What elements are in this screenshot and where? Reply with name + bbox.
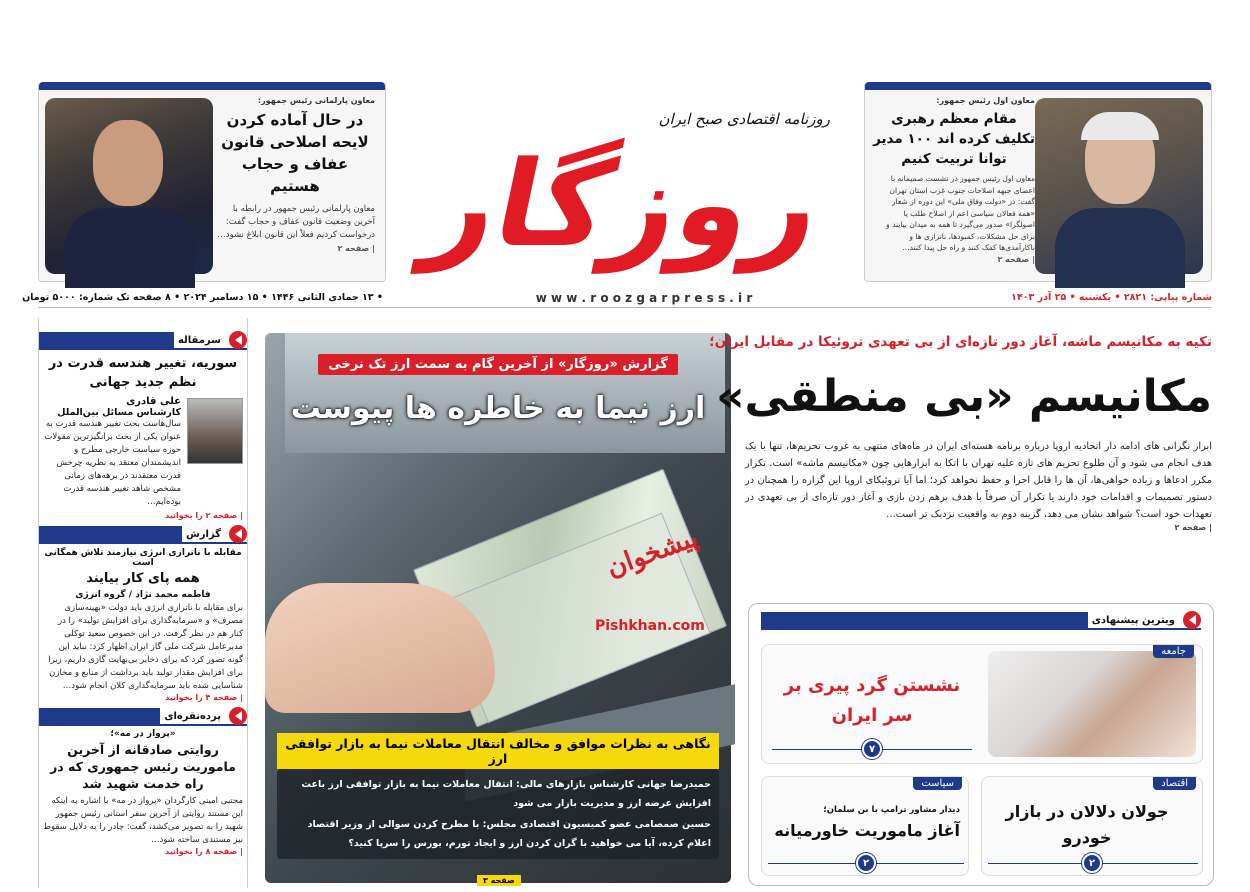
- cinema-block: [39, 726, 247, 856]
- section-header-report: [39, 526, 247, 544]
- section-bar: [39, 332, 174, 348]
- item-kicker: دیدار مشاور ترامپ با بن سلمان؛: [823, 805, 960, 815]
- photo-subheadline[interactable]: نگاهی به نظرات موافق و مخالف انتقال معاملات نیما به بازار توافقی ارز: [277, 733, 719, 769]
- cinema-headline[interactable]: روایتی صادقانه از آخرین ماموریت رئیس جمهوری که در راه خدمت شهید شد: [50, 742, 236, 791]
- item-tag: اقتصاد: [1153, 777, 1196, 790]
- photo-headline[interactable]: ارز نیما به خاطره ها پیوست: [290, 391, 706, 426]
- bullet-2: حسین صمصامی عضو کمیسیون اقتصادی مجلس: با مطرح کردن سوالی از وزیر اقتصاد اعلام کرده، آیا می خواهید با گران کردن ارز و ایجاد تورم، بورس را سرپا کنید؟: [307, 819, 711, 849]
- main-headline[interactable]: مکانیسم «بی منطقی»: [716, 371, 1212, 422]
- page-number-badge: ۲: [1082, 853, 1102, 873]
- headline[interactable]: در حال آماده کردن لایحه اصلاحی قانون عفاف و حجاب هستیم: [221, 111, 369, 195]
- bullet-1: حمیدرضا جهانی کارشناس بازارهای مالی: انتقال معاملات نیما به بازار توافقی ارز باعث افزایش عرضه ارز و مدیریت بازار می شود: [301, 779, 711, 809]
- official-photo: [1035, 98, 1203, 274]
- section-arrow-icon: [229, 331, 247, 349]
- main-kicker: تکیه به مکانیسم ماشه، آغاز دور تازه‌ای از بی تعهدی تروئیکا در مقابل ایران؛: [709, 334, 1212, 350]
- kicker: معاون اول رئیس جمهور:: [936, 96, 1035, 105]
- date-info: • ۱۳ جمادی الثانی ۱۴۴۶ • ۱۵ دسامبر ۲۰۲۴ • ۸ صفحه تک شماره: ۵۰۰۰ تومان: [22, 292, 383, 303]
- main-body: ابراز نگرانی های ادامه دار اتحادیه اروپا درباره برنامه هسته‌ای ایران در ماه‌های منتهی به غروب تحریم‌ها، تنها با یک هدف انجام می شود و آن طلوع تحریم های تازه علیه تهران با اتکا به ابزارهایی چون «مکانیسم ماشه» است. تکرار مکرر ادعاها و زیاده خواهی‌ها، آن ها را قابل اجرا و حفظ نخواهد کرد؛ اما آیا تروئیکای اروپا این گزاره را همچنان در دستور تصمیمات و اقدامات خود دارند یا تکرار آن صرفاً با هدف برهم زدن بازی و آغاز دور تازه‌ای از بی تعهدی در تعهدات خود است؟ شواهد نشان می دهد، گزینه دوم به واقعیت نزدیک تر است…: [745, 441, 1212, 520]
- section-header-editorial: [39, 332, 247, 350]
- section-label: پرده‌نقره‌ای: [160, 711, 225, 722]
- section-bar: [39, 526, 182, 542]
- page-ref[interactable]: | صفحه ۴ را بخوانید: [165, 693, 243, 702]
- section-bar: [39, 708, 160, 724]
- cinema-kicker: «پرواز در مه»؛: [110, 729, 176, 739]
- section-bar: [761, 612, 1088, 628]
- author-photo: [187, 398, 243, 464]
- headline[interactable]: مقام معظم رهبری تکلیف کرده اند ۱۰۰ مدیر توانا تربیت کنیم: [873, 111, 1035, 167]
- watermark: پیشخوان: [602, 522, 703, 584]
- elderly-hand-photo: [988, 651, 1196, 757]
- item-headline: آغاز ماموریت خاورمیانه: [774, 821, 960, 840]
- tagline: روزنامه اقتصادی صبح ایران: [658, 110, 830, 128]
- showcase-item-politics[interactable]: [761, 776, 969, 876]
- hand: [265, 583, 495, 713]
- page-number-badge: ۲: [856, 853, 876, 873]
- newspaper-logo[interactable]: روزگار: [415, 135, 835, 273]
- section-arrow-icon: [1183, 611, 1201, 629]
- page-ref[interactable]: | صفحه ۲: [1174, 523, 1212, 532]
- editorial-headline[interactable]: سوریه، تغییر هندسه قدرت در نظم جدید جهانی: [48, 356, 238, 390]
- page-ref[interactable]: صفحه ۳: [477, 875, 521, 886]
- box-top-bar: [865, 82, 1211, 90]
- author-title: کارشناس مسائل بین‌الملل: [57, 407, 181, 418]
- section-header-cinema: [39, 708, 247, 726]
- official-photo: [45, 98, 213, 274]
- report-headline[interactable]: همه پای کار بیایند: [86, 571, 200, 586]
- kicker: معاون پارلمانی رئیس جمهور:: [257, 96, 375, 105]
- watermark-url: Pishkhan.com: [595, 618, 705, 634]
- section-arrow-icon: [229, 525, 247, 543]
- page-ref[interactable]: | صفحه ۲: [337, 244, 375, 253]
- box-top-bar: [39, 82, 385, 90]
- summary: معاون اول رئیس جمهور در نشست صمیمانه با اعضای جبهه اصلاحات جنوب غرب استان تهران گفت: در «دولت وفاق ملی» این دوره از شعار «همه فعالان سیاسی اعم از اصلاح طلب یا اصولگرا» صدور می‌گیرد تا همه به میدان بیایند و برای حل مشکلات، کمبودها، ناترازی ها و ناکارآمدی‌ها کمک کنند و راه حل پیدا کنند…: [886, 174, 1035, 252]
- issue-info: شماره پیاپی: ۲۸۲۱ • یکشنبه • ۲۵ آذر ۱۴۰۳: [1011, 292, 1212, 303]
- page-ref[interactable]: | صفحه ۲: [997, 254, 1035, 264]
- report-author: فاطمه محمد نژاد / گروه انرژی: [75, 590, 211, 600]
- editorial-body: سال‌هاست بحث تغییر هندسه قدرت به عنوان یکی از بحث برانگیزترین مقولات حوزه سیاست خارجی مطرح و اندیشمندان معتقد به نظریه چرخش قدرت معتقدند در برهه‌های زمانی مشخص شاهد تغییر هندسه قدرت بوده‌ایم…: [44, 419, 181, 507]
- item-tag: سیاست: [913, 777, 962, 790]
- left-column: [38, 318, 248, 888]
- showcase-item-economy[interactable]: [981, 776, 1203, 876]
- item-headline: نشستن گرد پیری بر سر ایران: [783, 675, 961, 726]
- section-label: سرمقاله: [174, 335, 225, 346]
- top-left-news-box: [38, 82, 386, 282]
- main-story: [709, 334, 1212, 532]
- website[interactable]: w w w . r o o z g a r p r e s s . i r: [535, 291, 753, 305]
- page-number-badge: ۷: [862, 739, 882, 759]
- report-block: [39, 544, 247, 702]
- center-photo-story: [265, 333, 731, 883]
- item-headline: جولان دلالان در بازار خودرو: [1005, 802, 1169, 847]
- section-label: گزارش: [182, 529, 225, 540]
- top-right-news-box: [864, 82, 1212, 282]
- report-body: برای مقابله با ناترازی انرژی باید دولت «بهینه‌سازی مصرف» و «سرمایه‌گذاری برای افزایش تولید» را در کنار هم در نظر گرفت. در این خصوص سعید توکلی مدیرعامل شرکت ملی گاز ایران اظهار کرد: نباید این گونه تصور کرد که برای ذخایر بی‌نهایت گازی داریم، زیرا برای افزایش مقدار تولید باید برداشت از منابع و مخازن شناسایی شده باید سرمایه‌گذاری کلان انجام شود…: [48, 603, 243, 691]
- masthead: [392, 72, 858, 288]
- page-ref[interactable]: | صفحه ۸ را بخوانید: [165, 847, 243, 856]
- showcase-box: [748, 603, 1214, 886]
- section-label: ویترین پیشنهادی: [1088, 615, 1179, 626]
- page-ref[interactable]: | صفحه ۲ را بخوانید: [165, 511, 243, 520]
- section-header-showcase: [761, 612, 1201, 630]
- date-strip: [22, 290, 1212, 308]
- cinema-body: مجتبی امینی کارگردان «پرواز در مه» با اشاره به اینکه این مستند روایتی از آخرین سفر استانی رئیس جمهور شهید را به تصویر می‌کشد، گفت: چادر را به دلایل سقوط نیز مستندی ساخته شود…: [43, 796, 243, 845]
- report-kicker: مقابله با ناترازی انرژی نیازمند تلاش همگانی است: [44, 548, 242, 568]
- showcase-item-society[interactable]: [761, 644, 1203, 764]
- summary: معاون پارلمانی رئیس جمهور در رابطه با آخرین وضعیت قانون عفاف و حجاب گفت: درخواست کردیم فعلاً این قانون ابلاغ نشود…: [217, 204, 375, 240]
- author-name: علی قادری: [126, 396, 181, 407]
- section-arrow-icon: [229, 707, 247, 725]
- photo-kicker: گزارش «روزگار» از آخرین گام به سمت ارز تک نرخی: [318, 354, 678, 375]
- bullets-box: [277, 769, 719, 859]
- editorial-block: [39, 350, 247, 520]
- item-tag: جامعه: [1153, 645, 1194, 658]
